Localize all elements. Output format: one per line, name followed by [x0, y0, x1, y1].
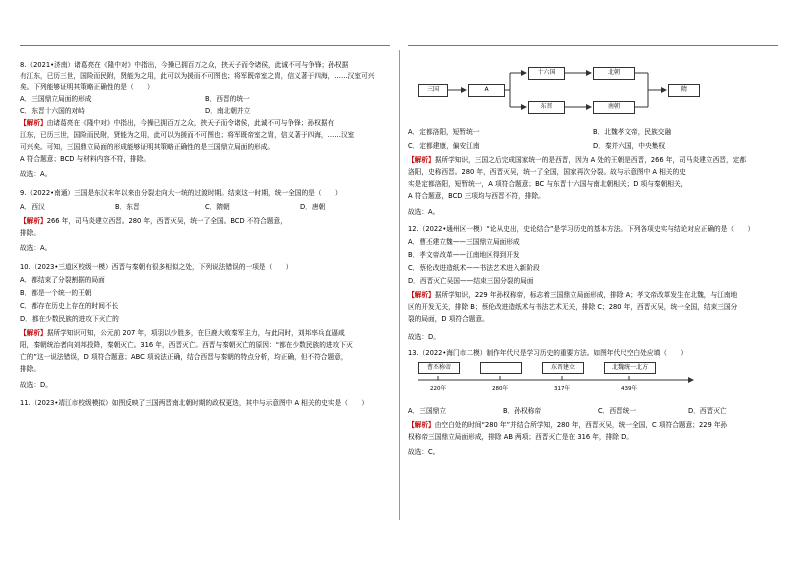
diagram-box-beichao: 北朝 — [593, 67, 635, 80]
diagram-box-shiliuguo: 十六国 — [528, 67, 565, 80]
dynasty-diagram — [408, 58, 748, 118]
q11-option-a: A．定都洛阳，短暂统一 — [408, 128, 480, 136]
q9-option-d: D．唐朝 — [300, 203, 326, 211]
q10-analysis-line2: 阳，秦朝统治者向刘邦投降，秦朝灭亡。316 年，西晋灭亡。西晋与秦朝灭亡的原因：“都在少数民族的进攻下灭 — [20, 341, 353, 349]
analysis-label: 【解析】 — [20, 119, 47, 127]
q11-stem: 11.（2023•靖江市校级模拟）如图反映了三国两晋南北朝时期的政权更迭，其中与示意图中 A 相关的史实是（ ） — [20, 399, 369, 407]
q9-analysis-text: 266 年，司马炎建立西晋。280 年，西晋灭吴，统一了全国。BCD 不符合题意， — [46, 217, 287, 225]
timeline-event-blank — [480, 362, 522, 374]
q10-analysis-line3: 亡的”这一说法错误，D 项符合题意；ABC 项说法正确，结合西晋与秦朝的特点分析，均正确，但不符合题意， — [20, 353, 348, 361]
q11-option-d: D．秦并六国，中央集权 — [593, 142, 666, 150]
q11-analysis-line3: 实是定都洛阳，短暂统一，A 项符合题意；BC 与东晋十六国与南北朝相关；D 项与秦朝相关， — [408, 180, 688, 188]
q13-option-b: B．孙权称帝 — [503, 407, 542, 415]
q13-analysis-text: 由空白处的时间“280 年”并结合所学知，280 年，西晋灭吴，统一全国，C 项符合题意；229 年孙 — [434, 421, 728, 429]
q13-stem: 13.（2022•海门市二模）制作年代尺是学习历史的重要方法。如图年代尺空白处应填（ ） — [408, 349, 688, 357]
q9-option-a: A．西汉 — [20, 203, 45, 211]
q8-option-b: B．西晋的统一 — [205, 95, 250, 103]
q9-option-c: C．隋朝 — [205, 203, 230, 211]
q11-option-b: B．北魏孝文帝，民族交融 — [593, 128, 672, 136]
timeline — [418, 362, 718, 402]
q11-answer: 故选：A。 — [408, 208, 440, 216]
q8-option-d: D．南北朝并立 — [205, 107, 251, 115]
timeline-year-3: 317年 — [554, 386, 570, 392]
q12-option-d: D．西晋灭亡吴国——结束三国分裂的局面 — [408, 277, 534, 285]
q11-analysis-text: 据所学知识，三国之后完成国家统一的是西晋，因为 A 处的王朝是西晋，266 年，司马炎建立西晋，定都 — [434, 156, 747, 164]
q12-analysis-line3: 裂的局面，D 项符合题意。 — [408, 315, 489, 323]
q8-analysis-text: 由诸葛亮在《隆中对》中指出，今操已拥百万之众，挟天子而令诸侯，此诚不可与争锋；孙权据有 — [46, 119, 335, 127]
analysis-label: 【解析】 — [408, 421, 435, 429]
analysis-label: 【解析】 — [408, 291, 435, 299]
q12-analysis-line1 — [408, 291, 737, 300]
q10-option-d: D．都在少数民族的进攻下灭亡的 — [20, 315, 119, 323]
q10-analysis-line4: 排除。 — [20, 365, 41, 373]
q12-option-b: B．孝文帝改革——江南地区得到开发 — [408, 251, 520, 259]
q8-analysis-line3: 可兴矣。可知，三国鼎立局面的形成能够证明其策略正确性的是三国鼎立局面的形成。 — [20, 143, 275, 151]
q8-analysis-line4: A 符合题意；BCD 与材料内容不符，排除。 — [20, 155, 151, 163]
q8-option-c: C．东晋十六国的对峙 — [20, 107, 85, 115]
timeline-year-1: 220年 — [430, 386, 446, 392]
q13-answer: 故选：C。 — [408, 448, 440, 456]
q9-analysis-line1 — [20, 217, 287, 226]
q10-option-b: B．都是一个统一的王朝 — [20, 289, 92, 297]
q8-answer: 故选：A。 — [20, 170, 52, 178]
q8-analysis-line2: 江东，已历三世，国险而民附，贤能为之用，此可以为援而不可图也；将军既帝室之胄，信义著于四海，……汉室 — [20, 131, 355, 139]
timeline-event-4: 北魏统一北方 — [604, 362, 656, 374]
q10-analysis-text: 据所学知识可知，公元前 207 年，项羽以少胜多，在巨鹿大败秦军主力，与此同时，刘邦率兵直逼咸 — [46, 329, 345, 337]
diagram-box-sui: 隋 — [668, 84, 700, 97]
q13-option-a: A．三国鼎立 — [408, 407, 447, 415]
timeline-event-1: 曹丕称帝 — [418, 362, 460, 374]
diagram-box-nanchao: 南朝 — [593, 101, 635, 114]
q12-answer: 故选：D。 — [408, 333, 440, 341]
q12-analysis-line2: 区的开发无关，排除 B；蔡伦改进造纸术与书法艺术无关，排除 C；280 年，西晋灭吴，统一全国，结束三国分 — [408, 303, 738, 311]
q11-analysis-line2: 洛阳，史称西晋。280 年，西晋灭吴，统一了全国，国家再次分裂。故与示意图中 A 相关的史 — [408, 168, 686, 176]
q12-option-c: C．蔡伦改进造纸术——书法艺术进入新阶段 — [408, 264, 540, 272]
q12-stem: 12.（2022•通州区一模）“论从史出，史论结合”是学习历史的基本方法。下列各项史实与结论对应正确的是（ ） — [408, 225, 755, 233]
q10-option-a: A．都结束了分裂割据的局面 — [20, 276, 105, 284]
analysis-label: 【解析】 — [20, 217, 47, 225]
diagram-box-sanguo: 三国 — [418, 84, 448, 97]
q9-option-b: B．东晋 — [115, 203, 140, 211]
top-rule — [20, 45, 390, 46]
q9-analysis-line2: 排除。 — [20, 229, 41, 237]
timeline-year-2: 280年 — [492, 386, 508, 392]
q8-analysis-line1 — [20, 119, 334, 128]
q8-stem-line1: 8.（2021•济南）诸葛亮在《隆中对》中指出，今操已拥百万之众，挟天子而令诸侯，此诚不可与争锋；孙权据 — [20, 61, 349, 69]
q13-option-c: C．西晋统一 — [598, 407, 637, 415]
q12-analysis-text: 据所学知识，229 年孙权称帝，标志着三国鼎立局面形成，排除 A；孝文帝改革发生在北魏，与江南地 — [434, 291, 738, 299]
q9-stem: 9.（2022•南通）三国是东汉末年以来由分裂走向大一统的过渡时期。结束这一时期，统一全国的是（ ） — [20, 189, 342, 197]
analysis-label: 【解析】 — [408, 156, 435, 164]
analysis-label: 【解析】 — [20, 329, 47, 337]
q13-analysis-line2: 权称帝三国鼎立局面形成，排除 AB 两项；西晋灭亡是在 316 年，排除 D。 — [408, 433, 633, 441]
q11-analysis-line4: A 符合题意，BCD 三项均与西晋不符，排除。 — [408, 192, 545, 200]
q10-analysis-line1 — [20, 329, 345, 338]
diagram-box-dongjin: 东晋 — [528, 101, 565, 114]
q11-analysis-line1 — [408, 156, 746, 165]
timeline-year-4: 439年 — [621, 386, 637, 392]
q10-answer: 故选：D。 — [20, 381, 52, 389]
top-rule-right — [408, 45, 778, 46]
q13-option-d: D．西晋灭亡 — [688, 407, 727, 415]
q13-analysis-line1 — [408, 421, 727, 430]
timeline-event-3: 东晋建立 — [542, 362, 584, 374]
q8-stem-line3: 矣。下列能够证明其策略正确性的是（ ） — [20, 83, 154, 91]
q10-option-c: C．都存在历史上存在的时间不长 — [20, 302, 119, 310]
q8-stem-line2: 有江东，已历三世，国险而民附，贤能为之用，此可以为援而不可图也；将军既帝室之胄，信义著于四海，……汉室可兴 — [20, 72, 375, 80]
q10-stem: 10.（2023•三道区校级一模）西晋与秦朝有很多相似之处，下列说法错误的一项是（ ） — [20, 263, 293, 271]
q11-option-c: C．定都建康，偏安江南 — [408, 142, 480, 150]
diagram-box-a: A — [468, 84, 505, 97]
q9-answer: 故选：A。 — [20, 244, 52, 252]
q12-option-a: A．曹丕建立魏——三国鼎立局面形成 — [408, 238, 520, 246]
q8-option-a: A．三国鼎立局面的形成 — [20, 95, 92, 103]
column-divider — [399, 50, 400, 520]
